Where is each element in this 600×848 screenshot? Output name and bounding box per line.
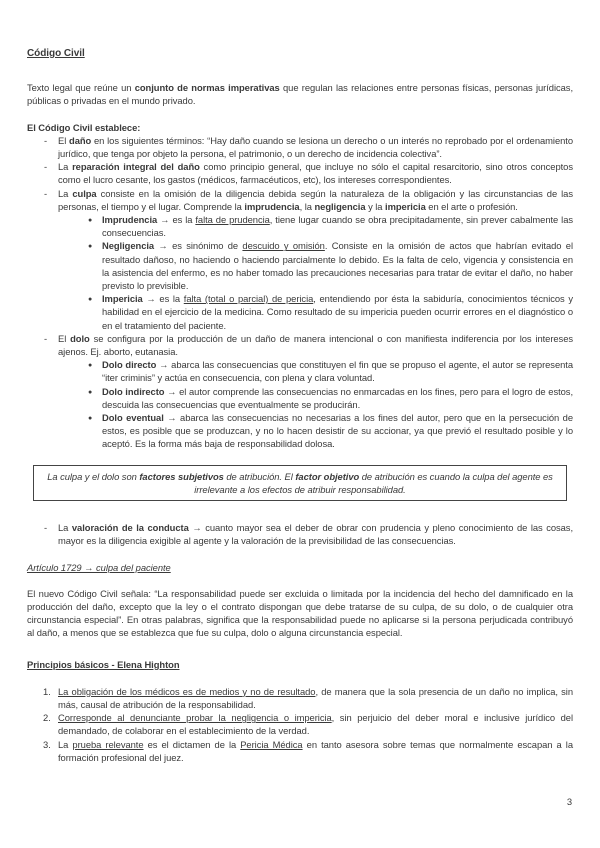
articulo-1729-heading: Artículo 1729 → culpa del paciente — [27, 561, 171, 573]
list-item-dolo — [27, 332, 573, 358]
list-item-culpa — [27, 187, 573, 213]
sub-item-dolo-directo — [27, 358, 573, 384]
dash-marker: - — [44, 134, 48, 146]
list-item-text: La valoración de la conducta → cuanto mayor sea el deber de obrar con prudencia y pleno conocimiento de las cosas, mayor es la diligencia exigible al agente y la valoración de la previsibilidad de las consecuencias. — [58, 522, 574, 547]
note-text: La culpa y el dolo son factores subjetivos de atribución. El factor objetivo de atribución es cuando la culpa del agente es irrelevante a los efectos de atribuir responsabilidad. — [47, 470, 553, 495]
list-item-text: El daño en los siguientes términos: “Hay daño cuando se lesiona un derecho o un interés no reprobado por el ordenamiento jurídico, que tenga por objeto la persona, el patrimonio, o un derecho de incidencia colectiva”. — [58, 134, 573, 160]
list-item-valoracion — [27, 521, 573, 547]
list-item-text: El dolo se configura por la producción de un daño de manera intencional o con manifiesta indiferencia por los intereses ajenos. Ej. aborto, eutanasia. — [58, 332, 574, 358]
bullet-marker: ● — [88, 243, 93, 251]
dash-marker: - — [44, 161, 48, 173]
list-item-dano — [27, 134, 573, 160]
establece-heading: El Código Civil establece: — [27, 121, 141, 133]
list-item-text: Impericia → es la falta (total o parcial) de pericia, entendiendo por ésta la sabiduría, conocimientos técnicos y habilidad en el ejercicio de la medicina. Como resultado de su impericia pueden ocurrir errores en el diagnóstico o en el tratamiento del paciente. — [102, 293, 573, 331]
bullet-marker: ● — [88, 217, 93, 225]
number-marker: 1. — [43, 685, 51, 697]
number-marker: 3. — [43, 738, 51, 750]
sub-item-dolo-indirecto — [27, 385, 573, 411]
intro-paragraph: Texto legal que reúne un conjunto de normas imperativas que regulan las relaciones entre personas físicas, personas jurídicas, públicas o privadas en el mundo privado. — [27, 82, 573, 107]
dash-marker: - — [44, 187, 48, 199]
bullet-marker: ● — [88, 415, 93, 423]
list-item-text: La obligación de los médicos es de medios y no de resultado, de manera que la sola presencia de un daño no implica, sin más, causal de atribución de la responsabilidad. — [58, 685, 573, 710]
note-box — [33, 465, 567, 501]
sub-item-dolo-eventual — [27, 411, 573, 451]
list-item-text: Dolo directo → abarca las consecuencias que constituyen el fin que se propuso el agente, el autor se representa “iter criminis” y actúa en consecuencia, con plena y clara voluntad. — [102, 359, 573, 384]
bullet-marker: ● — [88, 296, 93, 304]
bullet-marker: ● — [88, 362, 93, 370]
document-title: Código Civil — [27, 48, 85, 59]
articulo-1729-paragraph: El nuevo Código Civil señala: “La responsabilidad puede ser excluida o limitada por la incidencia del hecho del damnificado en la producción del daño, excepto que la ley o el contrato dispongan que debe tratarse de su culpa, de su dolo, o de cualquier otra circunstancia especial”. En otras palabras, significa que la responsabilidad puede no aplicarse si la persona perjudicada contribuyó al daño, a menos que se establezca que fue su culpa, dolo o alguna circunstancia especial. — [27, 587, 573, 639]
principios-list — [27, 685, 573, 764]
valoracion-list — [27, 521, 573, 547]
dash-marker: - — [44, 522, 48, 534]
list-item-text: Corresponde al denunciante probar la negligencia o impericia, sin perjuicio del deber moral e inclusive jurídico del demandado, de colaborar en el establecimiento de la verdad. — [58, 712, 573, 737]
list-item-text: Dolo indirecto → el autor comprende las consecuencias no enmarcadas en los fines, pero para el logro de estos, descuida las consecuencias que eventualmente se producirán. — [102, 385, 573, 410]
list-item-text: Dolo eventual → abarca las consecuencias no necesarias a los fines del autor, pero que en la persecución de estos, es posible que se produzcan, y no lo hacen desistir de su accionar, ya que previó el resultado posible y lo aceptó. Es la forma más baja de responsabilidad dolosa. — [102, 412, 573, 450]
sub-item-imprudencia — [27, 213, 573, 239]
sub-item-impericia — [27, 292, 573, 332]
list-item-text: Negligencia → es sinónimo de descuido y omisión. Consiste en la omisión de actos que habrían evitado el resultado dañoso, no haciendo o haciendo parcialmente lo debido. Es la falta de celo, vigencia y consistencia en la asistencia del enfermo, es no haber tomado las precauciones necesarias para tratar de evitar el daño, no haber previsto lo previsible. — [102, 240, 573, 292]
list-item-text: La reparación integral del daño como principio general, que incluye no sólo el capital resarcitorio, sino otros conceptos como el lucro cesante, los gastos (médicos, farmacéuticos, etc), los intereses correspondientes. — [58, 161, 573, 186]
bullet-marker: ● — [88, 388, 93, 396]
establece-list — [27, 134, 573, 451]
principio-item-3 — [27, 738, 573, 764]
dash-marker: - — [44, 332, 48, 344]
list-item-text: La culpa consiste en la omisión de la diligencia debida según la naturaleza de la obligación y las circunstancias de las personas, el tiempo y el lugar. Comprende la imprudencia, la negligencia y la impericia en el arte o profesión. — [58, 187, 573, 212]
list-item-reparacion — [27, 160, 573, 186]
list-item-text: La prueba relevante es el dictamen de la Pericia Médica en tanto asesora sobre temas que normalmente escapan a la formación profesional del juez. — [58, 738, 573, 763]
principio-item-2 — [27, 711, 573, 737]
page-number: 3 — [566, 796, 572, 807]
list-item-text: Imprudencia → es la falta de prudencia, tiene lugar cuando se obra precipitadamente, sin prever cabalmente las consecuencias. — [102, 214, 573, 239]
sub-item-negligencia — [27, 239, 573, 292]
number-marker: 2. — [43, 712, 51, 724]
principios-heading: Principios básicos - Elena Highton — [27, 658, 180, 670]
principio-item-1 — [27, 685, 573, 711]
